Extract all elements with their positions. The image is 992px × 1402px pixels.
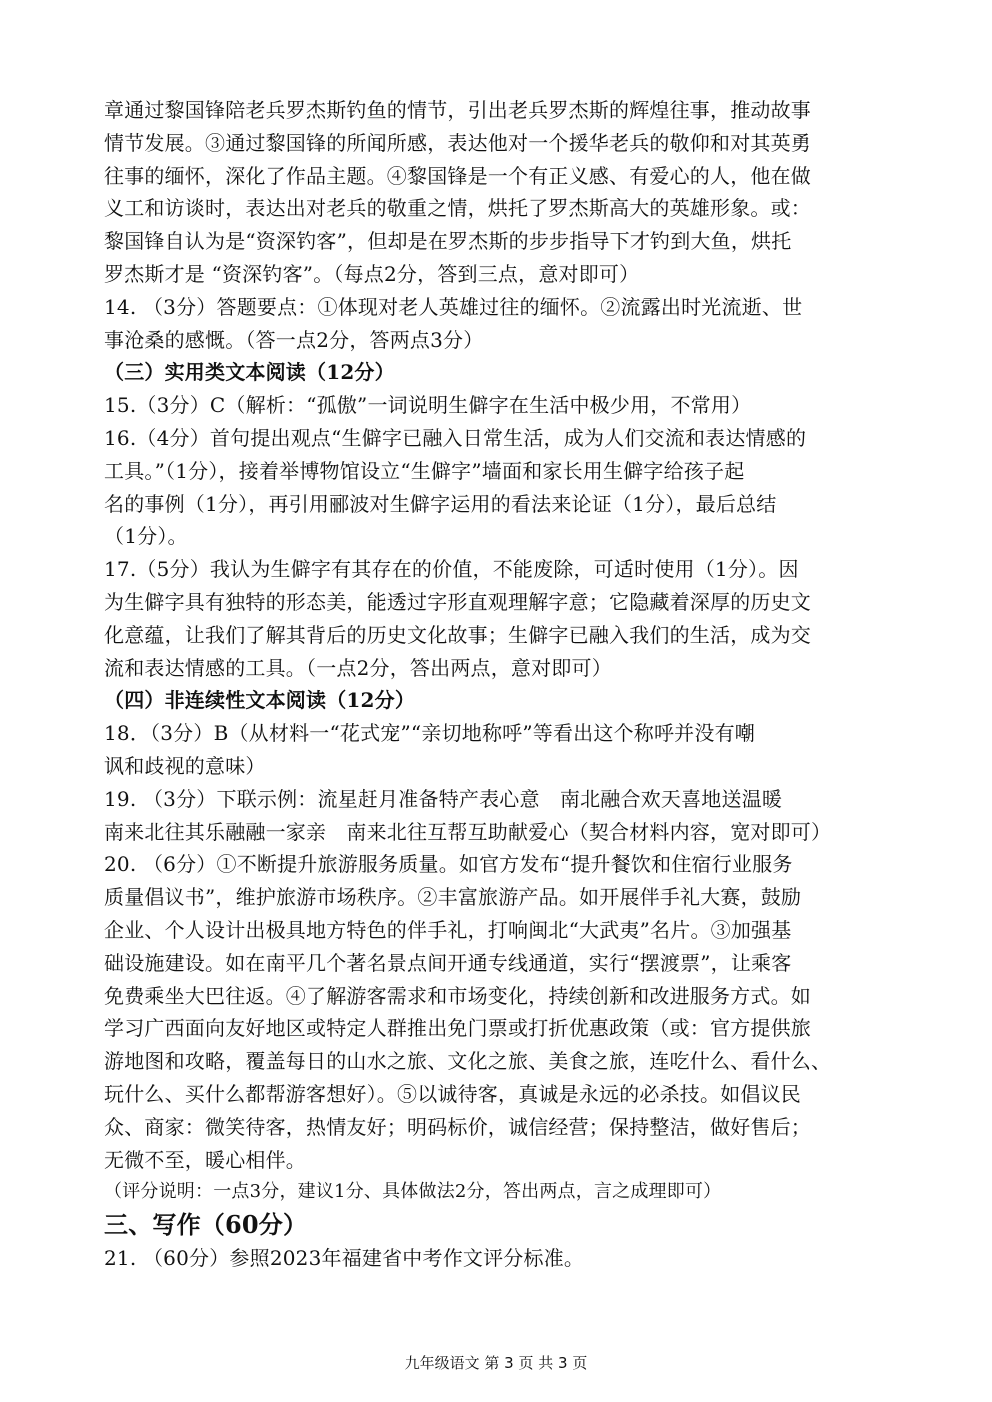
text-line: 免费乘坐大巴往返。④了解游客需求和市场变化，持续创新和改进服务方式。如 xyxy=(104,983,811,1008)
text-line: 19. （3分）下联示例：流星赶月准备特产表心意 南北融合欢天喜地送温暖 xyxy=(104,786,783,811)
section-heading: （三）实用类文本阅读（12分） xyxy=(104,360,395,385)
section-heading: 三、写作（60分） xyxy=(104,1210,308,1240)
text-line: 础设施建设。如在南平几个著名景点间开通专线通道，实行“摆渡票”，让乘客 xyxy=(104,950,792,975)
text-line: 工具。”（1分），接着举博物馆设立“生僻字”墙面和家长用生僻字给孩子起 xyxy=(104,458,745,483)
text-line: 游地图和攻略，覆盖每日的山水之旅、文化之旅、美食之旅，连吃什么、看什么、 xyxy=(104,1049,832,1074)
text-line: 黎国锋自认为是“资深钓客”，但却是在罗杰斯的步步指导下才钓到大鱼，烘托 xyxy=(104,229,792,254)
text-line: 义工和访谈时，表达出对老兵的敬重之情，烘托了罗杰斯高大的英雄形象。或： xyxy=(104,196,811,221)
text-line: 企业、个人设计出极具地方特色的伴手礼，打响闽北“大武夷”名片。③加强基 xyxy=(104,917,792,942)
text-line: 情节发展。③通过黎国锋的所闻所感，表达他对一个援华老兵的敬仰和对其英勇 xyxy=(104,130,811,155)
text-line: 为生僻字具有独特的形态美，能透过字形直观理解字意；它隐藏着深厚的历史文 xyxy=(104,589,811,614)
text-line: （1分）。 xyxy=(104,524,188,549)
text-line: （评分说明：一点3分，建议1分、具体做法2分，答出两点，言之成理即可） xyxy=(104,1181,722,1203)
text-line: 罗杰斯才是 “资深钓客”。（每点2分，答到三点，意对即可） xyxy=(104,261,640,286)
text-line: 14. （3分）答题要点：①体现对老人英雄过往的缅怀。②流露出时光流逝、世 xyxy=(104,294,803,319)
text-line: 21. （60分）参照2023年福建省中考作文评分标准。 xyxy=(104,1245,585,1270)
section-heading: （四）非连续性文本阅读（12分） xyxy=(104,688,416,713)
text-line: 20. （6分）①不断提升旅游服务质量。如官方发布“提升餐饮和住宿行业服务 xyxy=(104,852,793,877)
text-line: 名的事例（1分），再引用郦波对生僻字运用的看法来论证（1分），最后总结 xyxy=(104,491,777,516)
text-line: 南来北往其乐融融一家亲 南来北往互帮互助献爱心（契合材料内容，宽对即可） xyxy=(104,819,832,844)
answer-text-body xyxy=(104,94,864,1275)
text-line: 章通过黎国锋陪老兵罗杰斯钓鱼的情节，引出老兵罗杰斯的辉煌往事，推动故事 xyxy=(104,98,811,122)
text-line: 玩什么、买什么都帮游客想好）。⑤以诚待客，真诚是永远的必杀技。如倡议民 xyxy=(104,1081,801,1106)
text-line: 往事的缅怀，深化了作品主题。④黎国锋是一个有正义感、有爱心的人，他在做 xyxy=(104,163,811,188)
text-line: 流和表达情感的工具。（一点2分，答出两点，意对即可） xyxy=(104,655,612,680)
text-line: 质量倡议书”，维护旅游市场秩序。②丰富旅游产品。如开展伴手礼大赛，鼓励 xyxy=(104,885,802,910)
text-line: 事沧桑的感慨。（答一点2分，答两点3分） xyxy=(104,327,484,352)
page-footer: 九年级语文 第 3 页 共 3 页 xyxy=(404,1354,588,1372)
text-line: 讽和歧视的意味） xyxy=(104,753,266,778)
text-line: 17.（5分）我认为生僻字有其存在的价值，不能废除，可适时使用（1分）。因 xyxy=(104,557,799,582)
text-line: 众、商家：微笑待客，热情友好；明码标价，诚信经营；保持整洁，做好售后； xyxy=(104,1114,811,1139)
text-line: 16.（4分）首句提出观点“生僻字已融入日常生活，成为人们交流和表达情感的 xyxy=(104,425,807,450)
text-line: 化意蕴，让我们了解其背后的历史文化故事；生僻字已融入我们的生活，成为交 xyxy=(104,622,811,647)
text-line: 学习广西面向友好地区或特定人群推出免门票或打折优惠政策（或：官方提供旅 xyxy=(104,1016,811,1041)
text-line: 15.（3分）C（解析：“孤傲”一词说明生僻字在生活中极少用，不常用） xyxy=(104,393,752,418)
text-line: 无微不至，暖心相伴。 xyxy=(104,1147,306,1172)
text-line: 18．（3分）B（从材料一“花式宠”“亲切地称呼”等看出这个称呼并没有嘲 xyxy=(104,721,755,746)
